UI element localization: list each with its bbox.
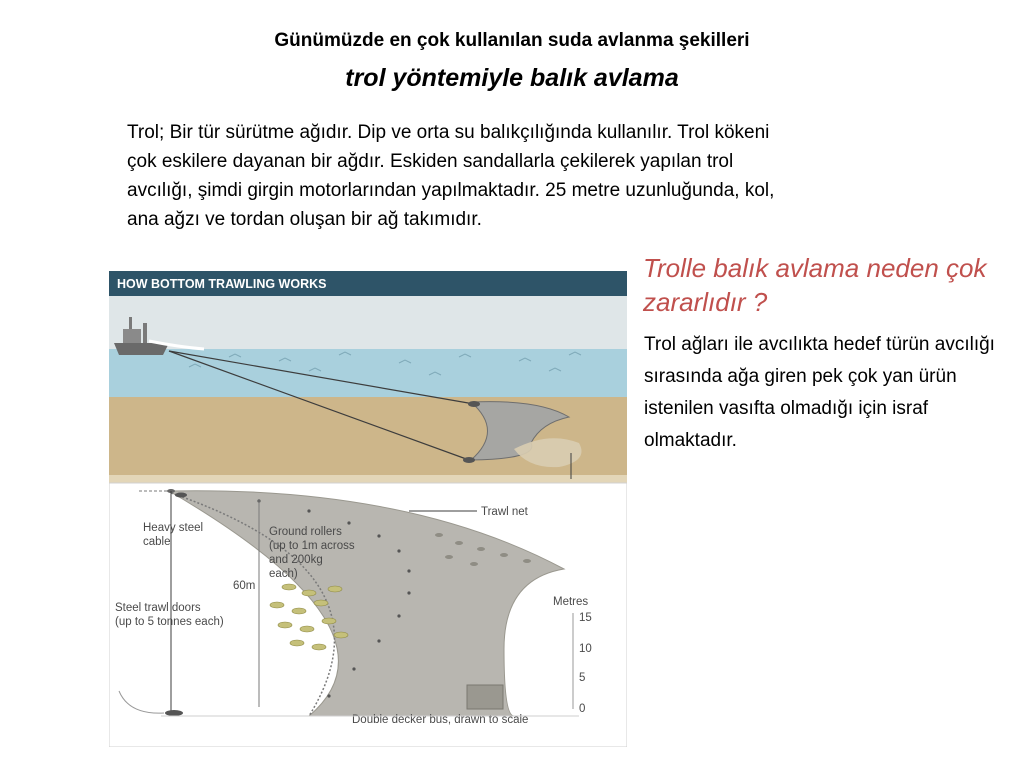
label-ground-rollers-3: and 200kg bbox=[269, 554, 323, 566]
label-heavy-steel-cable-2: cable bbox=[143, 536, 171, 548]
label-steel-trawl-doors-1: Steel trawl doors bbox=[115, 602, 201, 614]
label-ground-rollers-2: (up to 1m across bbox=[269, 540, 355, 552]
scale-tick-10: 10 bbox=[579, 643, 592, 655]
trawling-diagram bbox=[109, 271, 627, 747]
heading-line-1: Günümüzde en çok kullanılan suda avlanma şekilleri bbox=[274, 30, 750, 51]
label-steel-trawl-doors-2: (up to 5 tonnes each) bbox=[115, 616, 224, 628]
sky bbox=[109, 296, 627, 351]
scale-tick-0: 0 bbox=[579, 703, 586, 715]
label-metres: Metres bbox=[553, 596, 589, 608]
sea bbox=[109, 349, 627, 397]
label-heavy-steel-cable-1: Heavy steel bbox=[143, 522, 204, 534]
side-question: Trolle balık avlama neden çok zararlıdır ? bbox=[643, 253, 987, 317]
double-decker-bus bbox=[467, 685, 503, 709]
label-bus: Double decker bus, drawn to scale bbox=[352, 714, 529, 726]
label-ground-rollers-4: each) bbox=[269, 568, 298, 580]
side-answer: Trol ağları ile avcılıkta hedef türün avcılığı sırasında ağa giren pek çok yan ürün istenilen vasıfta olmadığı için israf olmaktadır. bbox=[644, 334, 995, 451]
scale-tick-5: 5 bbox=[579, 672, 586, 684]
label-width: 60m bbox=[233, 580, 256, 592]
figure-title: HOW BOTTOM TRAWLING WORKS bbox=[117, 277, 327, 291]
heading-line-2: trol yöntemiyle balık avlama bbox=[345, 64, 679, 92]
intro-paragraph: Trol; Bir tür sürütme ağıdır. Dip ve orta su balıkçılığında kullanılır. Trol kökeni çok eskilere dayanan bir ağdır. Eskiden sandallarla çekilerek yapılan trol avcılığı, şimdi girgin motorlarından yapılmaktadır. 25 metre uzunluğunda, kol, ana ağzı ve tordan oluşan bir ağ takımıdır. bbox=[127, 122, 775, 230]
label-trawl-net: Trawl net bbox=[481, 506, 528, 518]
scale-tick-15: 15 bbox=[579, 612, 592, 624]
label-ground-rollers-1: Ground rollers bbox=[269, 526, 342, 538]
